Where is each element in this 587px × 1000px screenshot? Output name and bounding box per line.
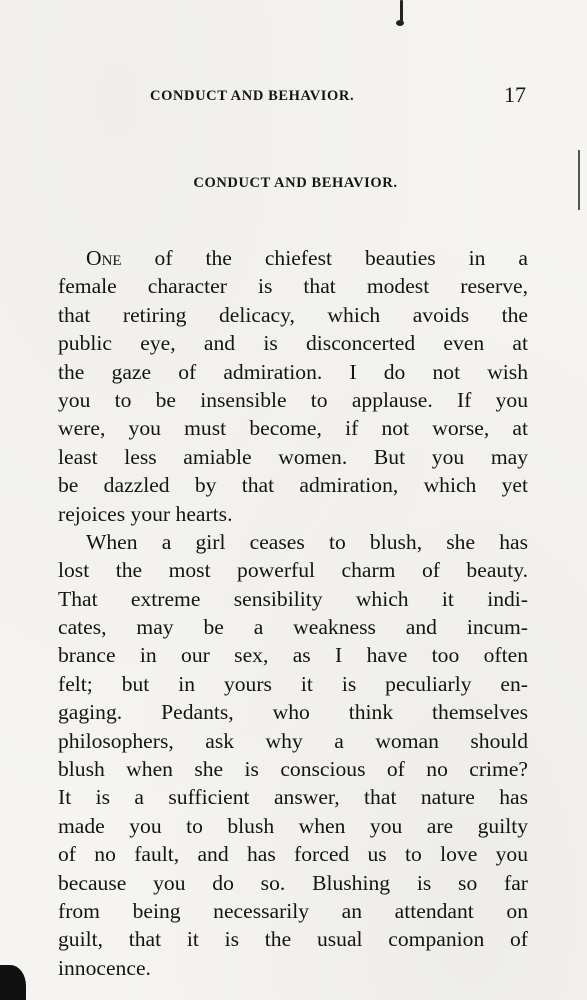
chapter-title: CONDUCT AND BEHAVIOR. [193,175,398,191]
text-line: you to be insensible to applause. If you [58,387,528,412]
text-line: gaging. Pedants, who think themselves [58,700,528,725]
text-line: blush when she is conscious of no crime? [58,757,528,782]
text-line: of no fault, and has forced us to love you [58,842,528,867]
body-text [58,244,528,982]
text-line: because you do so. Blushing is so far [58,870,528,895]
text-line: guilt, that it is the usual companion of [58,927,528,952]
text-line: made you to blush when you are guilty [58,813,528,838]
text-line: be dazzled by that admiration, which yet [58,473,528,498]
text-line: That extreme sensibility which it indi- [58,586,528,611]
text-line: rejoices your hearts. [58,501,233,526]
line-text: of the chiefest beauties in a [121,246,528,270]
text-line: from being necessarily an attendant on [58,898,528,923]
text-line: innocence. [58,955,151,980]
text-line: felt; but in yours it is peculiarly en- [58,671,528,696]
text-line: the gaze of admiration. I do not wish [58,359,528,384]
text-line [58,244,528,272]
text-line: least less amiable women. But you may [58,444,528,469]
page-number: 17 [504,82,526,107]
ink-speck [400,0,403,22]
text-line: public eye, and is disconcerted even at [58,331,528,356]
text-line: were, you must become, if not worse, at [58,416,528,441]
running-head: CONDUCT AND BEHAVIOR. [150,88,355,104]
text-line: that retiring delicacy, which avoids the [58,302,528,327]
text-line: philosophers, ask why a woman should [58,728,528,753]
text-line: lost the most powerful charm of beauty. [58,558,528,583]
text-line: When a girl ceases to blush, she has [86,529,528,554]
text-line: brance in our sex, as I have too often [58,643,528,668]
drop-word: One [86,246,122,270]
corner-ink-blot [0,965,26,1000]
text-line: female character is that modest reserve, [58,274,528,299]
text-line: cates, may be a weakness and incum- [58,615,528,640]
ink-speck [396,20,404,26]
text-line: It is a sufficient answer, that nature has [58,785,528,810]
